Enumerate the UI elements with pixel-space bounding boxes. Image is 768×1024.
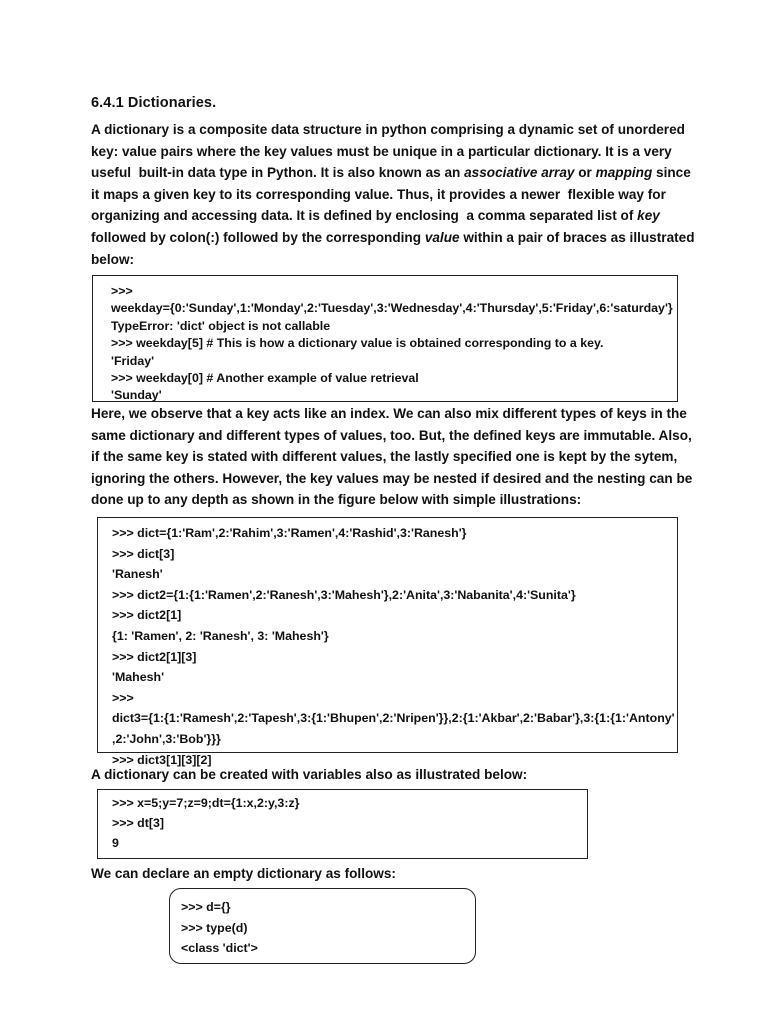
emphasis: value (424, 229, 460, 245)
code-box-nested (97, 517, 678, 767)
intro-line (91, 205, 691, 227)
variables-paragraph (91, 764, 691, 786)
code-line: >>> dict2={1:{1:'Ramen',2:'Ranesh',3:'Mahesh'},2:'Anita',3:'Nabanita',4:'Sunita'} (112, 587, 576, 602)
nesting-paragraph (91, 403, 691, 511)
intro-line (91, 162, 691, 184)
text: A dictionary is a composite data structure in python comprising a dynamic set of unordered (91, 122, 685, 137)
intro-paragraph (91, 119, 695, 270)
code-box-empty-dict (169, 888, 476, 964)
code-line: dict3={1:{1:'Ramesh',2:'Tapesh',3:{1:'Bhupen',2:'Nripen'}},2:{1:'Akbar',2:'Babar'},3:{1:{1:'Antony' (112, 711, 675, 726)
code-line: 'Sunday' (111, 388, 162, 403)
text: or (574, 165, 596, 181)
code-box-weekday (92, 275, 678, 402)
code-line: >>> weekday[0] # Another example of value retrieval (111, 371, 419, 386)
intro-line (91, 184, 691, 206)
code-line: >>> (111, 284, 133, 298)
intro-line (91, 227, 695, 249)
text: below: (91, 251, 135, 267)
intro-line (91, 141, 691, 163)
text: since (652, 165, 691, 181)
code-line: >>> dt[3] (112, 815, 164, 830)
code-box-variables (97, 789, 588, 859)
para-line: We can declare an empty dictionary as follows: (91, 866, 396, 881)
code-line: >>> type(d) (181, 920, 248, 935)
text: it maps a given key to its corresponding value. Thus, it provides a newer flexible way for (91, 186, 666, 202)
code-line: >>> dict2[1] (112, 608, 182, 623)
code-line: >>> dict={1:'Ram',2:'Rahim',3:'Ramen',4:'Rashid',3:'Ranesh'} (112, 526, 467, 540)
text: followed by colon(:) followed by the corresponding (91, 229, 425, 245)
para-line: if the same key is stated with different values, the lastly specified one is kept by the sytem, (91, 449, 678, 465)
code-line: >>> weekday[5] # This is how a dictionary value is obtained corresponding to a key. (111, 336, 604, 351)
code-line: >>> dict[3] (112, 546, 175, 561)
code-line: {1: 'Ramen', 2: 'Ranesh', 3: 'Mahesh'} (112, 628, 329, 643)
code-line: 'Ranesh' (112, 567, 163, 582)
text: key: value pairs where the key values must be unique in a particular dictionary. It is a very (91, 143, 672, 159)
empty-dict-paragraph (91, 863, 691, 885)
code-line: ,2:'John',3:'Bob'}}} (112, 731, 221, 746)
emphasis: key (637, 208, 660, 224)
intro-line (91, 249, 691, 271)
code-line: >>> d={} (181, 900, 231, 914)
para-line: A dictionary can be created with variables also as illustrated below: (91, 767, 528, 782)
code-line: >>> dict3[1][3][2] (112, 752, 212, 767)
para-line: same dictionary and different types of values, too. But, the defined keys are immutable. Also, (91, 427, 692, 443)
code-line: 'Friday' (111, 353, 155, 368)
section-heading: 6.4.1 Dictionaries. (91, 95, 217, 111)
text: within a pair of braces as illustrated (459, 229, 695, 245)
code-line: 'Mahesh' (112, 670, 165, 685)
para-line: Here, we observe that a key acts like an index. We can also mix different types of keys in the (91, 406, 687, 421)
code-line: <class 'dict'> (181, 941, 258, 955)
code-line: 9 (112, 835, 119, 850)
code-line: >>> dict2[1][3] (112, 649, 197, 664)
emphasis: mapping (595, 165, 653, 181)
code-line: TypeError: 'dict' object is not callable (111, 318, 331, 333)
text: organizing and accessing data. It is defined by enclosing a comma separated list of (91, 208, 638, 224)
code-line: weekday={0:'Sunday',1:'Monday',2:'Tuesday',3:'Wednesday',4:'Thursday',5:'Friday',6:'saturday'} (111, 301, 673, 316)
text: useful built-in data type in Python. It is also known as an (91, 165, 465, 181)
para-line: done up to any depth as shown in the figure below with simple illustrations: (91, 492, 582, 508)
para-line: ignoring the others. However, the key values may be nested if desired and the nesting can be (91, 470, 693, 486)
code-line: >>> (112, 690, 134, 705)
emphasis: associative array (464, 165, 575, 181)
code-line: >>> x=5;y=7;z=9;dt={1:x,2:y,3:z} (112, 796, 300, 810)
intro-line (91, 119, 691, 141)
